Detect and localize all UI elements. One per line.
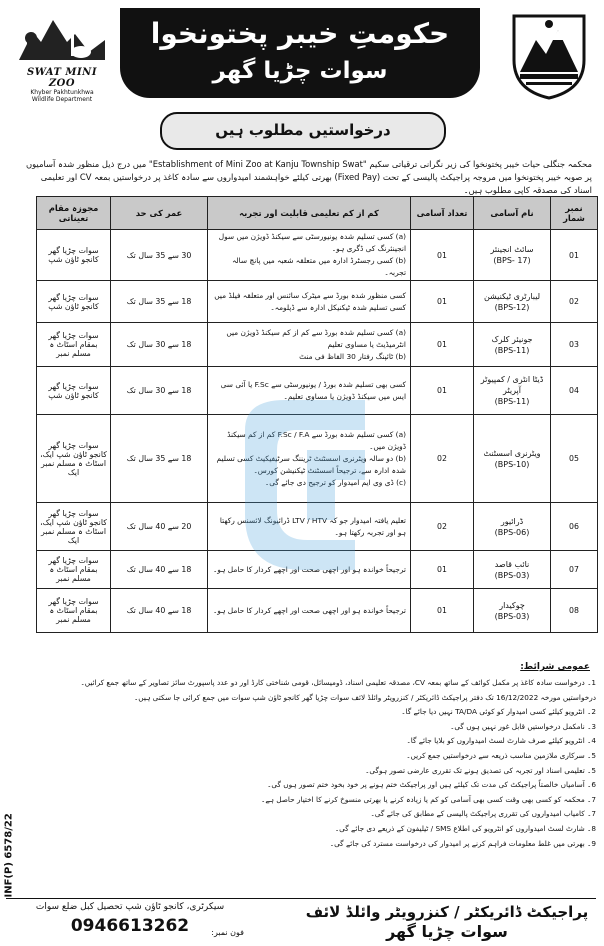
post-name: جونیئر کلرک (491, 334, 533, 344)
condition-item: 2۔ انٹرویو کیلئے کسی امیدوار کو کوئی TA/DA نہیں دیا جائے گا۔ (401, 707, 596, 717)
intro-text (22, 158, 592, 197)
row-count: 01 (411, 589, 474, 633)
post-name: سائٹ انجینئر (490, 245, 534, 254)
row-place: سوات چڑیا گھر کانجو ٹاؤن شپ ایک، اسٹاٹ ہ مسلم نمبر ایک (37, 503, 111, 551)
row-place: سوات چڑیا گھر کانجو ٹاؤن شپ (37, 281, 111, 323)
general-conditions (22, 676, 596, 851)
table-row (37, 503, 598, 551)
intro-line2: پر صوبہ خیبر پختونخوا میں مروجہ پراجیکٹ پالیسی کے تحت (Fixed Pay) بھرتی کیلئے خواہشمند امیدواروں سے سادہ کاغذ پر درخواستیں بمعہ CV اور تعلیمی اسناد کی مصدقہ کاپی مطلوب ہیں۔ (40, 172, 592, 195)
row-age: 18 سے 35 سال تک (111, 281, 208, 323)
row-age: 18 سے 30 سال تک (111, 367, 208, 415)
row-post (474, 281, 551, 323)
condition-item: 5۔ سرکاری ملازمین مناسب ذریعہ سے درخواستیں جمع کریں۔ (406, 750, 596, 760)
row-place: سوات چڑیا گھر بمقام اسٹاٹ ہ مسلم نمبر (37, 551, 111, 589)
intro-line1: محکمہ جنگلی حیات خیبر پختونخوا کی زیر نگرانی ترقیاتی سکیم "Establishment of Mini Zoo at Kanju Township Swat" میں درج ذیل منظور شدہ آسامیوں (25, 159, 592, 169)
footer-signatory (300, 902, 594, 942)
logo-dept-line2: Wildlife Department (31, 96, 93, 103)
table-row (37, 367, 598, 415)
logo-dept-line1: Khyber Pakhtunkhwa (30, 89, 94, 96)
condition-item: 7۔ محکمہ کو کسی بھی وقت کسی بھی آسامی کو کم یا زیادہ کرنے یا بھرتی منسوخ کرنے کا اختیار حاصل ہے۔ (261, 794, 596, 804)
qual-a: ترجیحاً خواندہ ہو اور اچھی صحت اور اچھے کردار کا حامل ہو۔ (212, 605, 406, 615)
phone-label: فون نمبر: (211, 928, 244, 937)
footer-contact (10, 900, 250, 938)
condition-item: 3۔ نامکمل درخواستیں قابل غور نہیں ہوں گی۔ (450, 721, 596, 731)
row-count: 01 (411, 281, 474, 323)
table-row (37, 415, 598, 503)
title-banner (120, 8, 480, 98)
row-serial: 06 (551, 503, 598, 551)
post-bps: (BPS-12) (494, 302, 530, 312)
signatory-office: سوات چڑیا گھر (386, 922, 508, 941)
row-place: سوات چڑیا گھر بمقام اسٹاٹ ہ مسلم نمبر (37, 589, 111, 633)
condition-item: 1۔ درخواست سادہ کاغذ پر مکمل کوائف کے ساتھ بمعہ CV، مصدقہ تعلیمی اسناد، ڈومیسائل، قومی شناختی کارڈ اور دو عدد پاسپورٹ سائز تصاویر کے ساتھ جمع کرائیں۔ (80, 678, 596, 687)
row-count: 01 (411, 367, 474, 415)
qual-c: (c) ڈی وی ایم امیدوار کو ترجیح دی جائے گی۔ (264, 477, 406, 487)
row-qualification (208, 415, 411, 503)
post-bps: (BPS-03) (494, 611, 530, 621)
posts-table (36, 196, 598, 633)
table-row (37, 323, 598, 367)
post-name: لیبارٹری ٹیکنیشن (483, 291, 541, 301)
row-serial: 03 (551, 323, 598, 367)
post-name: ڈیٹا انٹری / کمپیوٹر آپریٹر (480, 375, 544, 395)
post-bps: (BPS- 17) (493, 256, 531, 265)
table-row (37, 281, 598, 323)
col-post: نام آسامی (474, 197, 551, 230)
row-place: سوات چڑیا گھر کانجو ٹاؤن شپ (37, 230, 111, 281)
col-age: عمر کی حد (111, 197, 208, 230)
post-bps: (BPS-03) (494, 570, 530, 580)
inf-code-text: INF(P) 6578/22 (3, 813, 15, 898)
zoo-animals-icon (19, 12, 105, 62)
condition-item: 4۔ انٹرویو کیلئے صرف شارٹ لسٹ امیدواروں کو بلایا جائے گا۔ (406, 736, 596, 746)
row-serial: 01 (551, 230, 598, 281)
row-serial: 07 (551, 551, 598, 589)
row-post (474, 415, 551, 503)
row-count: 02 (411, 503, 474, 551)
row-age: 18 سے 35 سال تک (111, 415, 208, 503)
row-qualification (208, 367, 411, 415)
header (6, 4, 598, 110)
row-age: 18 سے 30 سال تک (111, 323, 208, 367)
contact-address: سیکرٹری، کانجو ٹاؤن شپ تحصیل کبل ضلع سوات (35, 902, 225, 912)
title-line2: سوات چڑیا گھر (212, 58, 388, 84)
inf-code (1, 808, 17, 900)
row-serial: 04 (551, 367, 598, 415)
table-header-row (37, 197, 598, 230)
row-place: سوات چڑیا گھر بمقام اسٹاٹ ہ مسلم نمبر (37, 323, 111, 367)
qual-b: (b) دو سالہ ویٹرنری اسسٹنٹ ٹریننگ سرٹیفیکیٹ کسی تسلیم شدہ ادارہ سے، ترجیحاً اسسٹنٹ ٹیکنیشن کورس۔ (216, 453, 406, 475)
qual-a: (a) کسی تسلیم شدہ بورڈ سے F.Sc / F.A کم از کم سیکنڈ ڈویژن میں۔ (227, 429, 406, 451)
row-place: سوات چڑیا گھر کانجو ٹاؤن شپ ایک، اسٹاٹ ہ مسلم نمبر ایک (37, 415, 111, 503)
logo-name: SWAT MINI ZOO (26, 67, 97, 89)
post-name: ڈرائیور (500, 516, 524, 526)
qual-b: (b) کسی رجسٹرڈ ادارہ میں متعلقہ شعبہ میں پانچ سالہ تجربہ۔ (232, 256, 406, 277)
condition-item: درخواستیں مورخہ 16/12/2022 تک دفتر پراجیکٹ ڈائریکٹر / کنزرویٹر وائلڈ لائف سوات چڑیا گھر کانجو ٹاؤن شپ سوات میں جمع کرائی جا سکتی ہیں۔ (134, 692, 596, 702)
row-serial: 08 (551, 589, 598, 633)
condition-item: 7۔ کامیاب امیدواروں کی تقرری پراجیکٹ پالیسی کے مطابق کی جائے گی۔ (370, 809, 596, 819)
condition-item: 9۔ بھرتی میں غلط معلومات فراہم کرنے پر امیدوار کی درخواست مسترد کی جائے گی۔ (329, 838, 596, 848)
row-serial: 02 (551, 281, 598, 323)
table-row (37, 589, 598, 633)
row-place: سوات چڑیا گھر کانجو ٹاؤن شپ (37, 367, 111, 415)
post-name: نائب قاصد (494, 559, 530, 569)
row-qualification (208, 323, 411, 367)
general-conditions-title: عمومی شرائط: (520, 662, 590, 672)
row-count: 01 (411, 230, 474, 281)
row-post (474, 589, 551, 633)
row-count: 01 (411, 323, 474, 367)
row-qualification (208, 551, 411, 589)
qual-a: ترجیحاً خواندہ ہو اور اچھی صحت اور اچھے کردار کا حامل ہو۔ (212, 564, 406, 574)
row-post (474, 230, 551, 281)
title-line1: حکومتِ خیبر پختونخوا (150, 17, 450, 50)
col-place: مجوزہ مقام تعیناتی (37, 197, 111, 230)
table-row (37, 551, 598, 589)
signatory-title: پراجیکٹ ڈائریکٹر / کنزرویٹر وائلڈ لائف (305, 903, 589, 921)
row-age: 30 سے 35 سال تک (111, 230, 208, 281)
row-qualification (208, 230, 411, 281)
row-age: 18 سے 40 سال تک (111, 589, 208, 633)
post-bps: (BPS-11) (494, 345, 530, 355)
condition-item: 6۔ آسامیاں خالصتاً پراجیکٹ کی مدت تک کیلئے ہیں اور پراجیکٹ ختم ہونے پر خود بخود ختم تصور ہوں گی۔ (267, 780, 596, 790)
condition-item: 8۔ شارٹ لسٹ امیدواروں کو انٹرویو کی اطلاع SMS / ٹیلیفون کے ذریعے دی جائے گی۔ (334, 823, 596, 833)
swat-mini-zoo-logo (12, 12, 112, 104)
condition-item: 5۔ تعلیمی اسناد اور تجربہ کی تصدیق ہونے تک تقرری عارضی تصور ہوگی۔ (365, 765, 596, 775)
post-bps: (BPS-11) (494, 397, 530, 406)
kp-government-emblem-icon (506, 10, 592, 100)
footer-divider (6, 898, 596, 899)
qual-b: (b) ٹائپنگ رفتار 30 الفاظ فی منٹ (299, 351, 406, 361)
post-name: ویٹرنری اسسٹنٹ (483, 448, 541, 458)
col-qualification: کم از کم تعلیمی قابلیت اور تجربہ (208, 197, 411, 230)
row-post (474, 551, 551, 589)
row-qualification (208, 503, 411, 551)
qual-a: کسی بھی تسلیم شدہ بورڈ / یونیورسٹی سے F.Sc یا آئی سی ایس میں سیکنڈ ڈویژن یا مساوی تعلیم۔ (220, 379, 406, 401)
row-age: 20 سے 40 سال تک (111, 503, 208, 551)
row-qualification (208, 589, 411, 633)
row-count: 02 (411, 415, 474, 503)
post-name: چوکیدار (499, 600, 525, 610)
heading-pill: درخواستیں مطلوب ہیں (160, 112, 446, 150)
post-bps: (BPS-10) (494, 459, 530, 469)
row-qualification (208, 281, 411, 323)
row-post (474, 323, 551, 367)
row-post (474, 503, 551, 551)
col-count: تعداد آسامی (411, 197, 474, 230)
row-age: 18 سے 40 سال تک (111, 551, 208, 589)
qual-a: (a) کسی تسلیم شدہ یونیورسٹی سے سیکنڈ ڈویژن میں سول انجینئرنگ کی ڈگری ہو۔ (218, 232, 406, 253)
contact-phone: 0946613262 (70, 916, 190, 936)
row-serial: 05 (551, 415, 598, 503)
qual-a: (a) کسی تسلیم شدہ بورڈ سے کم از کم سیکنڈ ڈویژن میں انٹرمیڈیٹ یا مساوی تعلیم (226, 327, 406, 349)
qual-a: تعلیم یافتہ امیدوار جو کہ LTV / HTV ڈرائیونگ لائسنس رکھتا ہو اور تجربہ رکھتا ہو۔ (219, 515, 406, 537)
table-row (37, 230, 598, 281)
post-bps: (BPS-06) (494, 527, 530, 537)
row-count: 01 (411, 551, 474, 589)
row-post (474, 367, 551, 415)
col-serial: نمبر شمار (551, 197, 598, 230)
qual-a: کسی منظور شدہ بورڈ سے میٹرک سائنس اور متعلقہ فیلڈ میں کسی تسلیم شدہ ٹیکنیکل ادارہ سے ڈپلومہ۔ (214, 290, 406, 312)
